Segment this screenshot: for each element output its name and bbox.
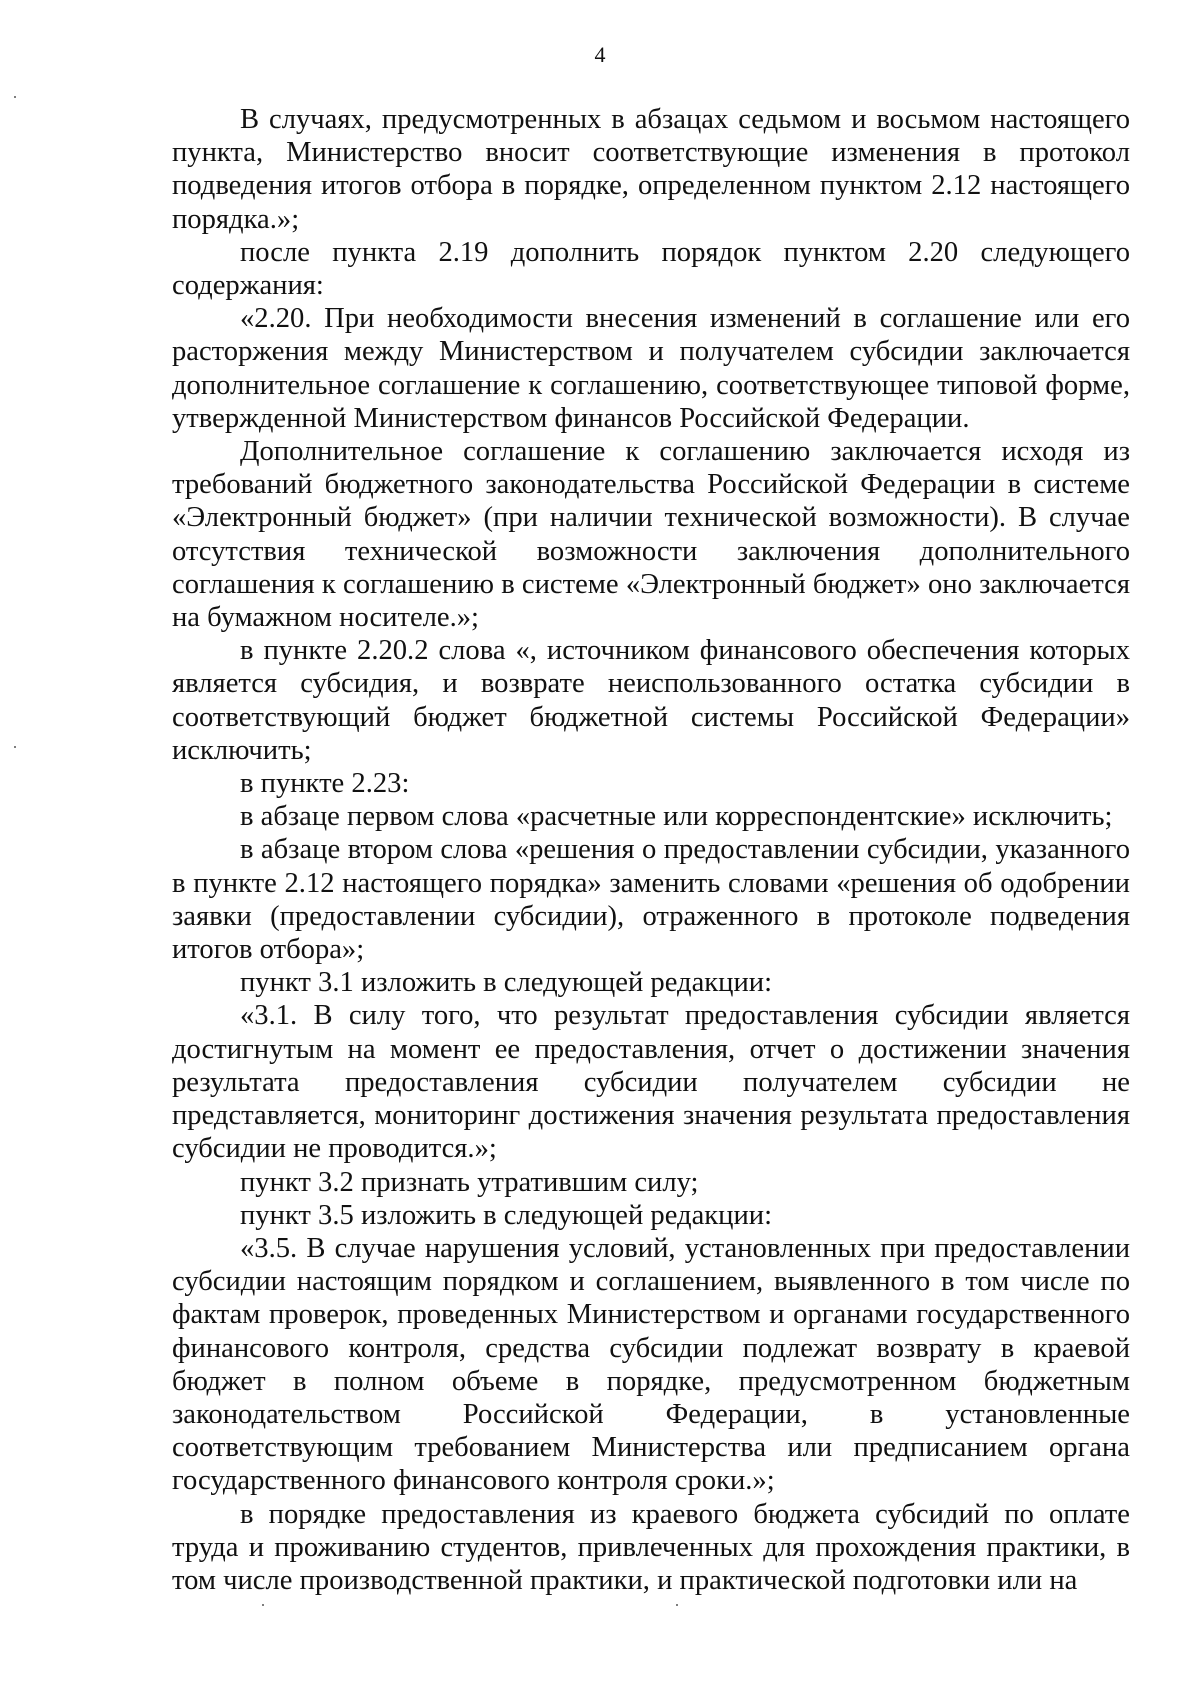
paragraph: «3.1. В силу того, что результат предоставления субсидии является достигнутым на момент ее предоставления, отчет о достижении значения результата предоставления субсидии получателем субсидии не представляется, мониторинг достижения значения результата предоставления субсидии не проводится.»;	[172, 1000, 1130, 1165]
paragraph: «2.20. При необходимости внесения изменений в соглашение или его расторжения между Министерством и получателем субсидии заключается дополнительное соглашение к соглашению, соответствующее типовой форме, утвержденной Министерством финансов Российской Федерации.	[172, 303, 1130, 434]
document-body	[172, 103, 1130, 1597]
scan-speck	[676, 1604, 678, 1606]
paragraph: пункт 3.5 изложить в следующей редакции:	[240, 1199, 773, 1231]
scan-speck	[14, 96, 16, 98]
paragraph: пункт 3.2 признать утратившим силу;	[240, 1166, 699, 1198]
paragraph: Дополнительное соглашение к соглашению заключается исходя из требований бюджетного законодательства Российской Федерации в системе «Электронный бюджет» (при наличии технической возможности). В случае отсутствия технической возможности заключения дополнительного соглашения к соглашению в системе «Электронный бюджет» оно заключается на бумажном носителе.»;	[172, 436, 1130, 634]
paragraph: «3.5. В случае нарушения условий, установленных при предоставлении субсидии настоящим порядком и соглашением, выявленного в том числе по фактам проверок, проведенных Министерством и органами государственного финансового контроля, средства субсидии подлежат возврату в краевой бюджет в полном объеме в порядке, предусмотренном бюджетным законодательством Российской Федерации, в установленные соответствующим требованием Министерства или предписанием органа государственного финансового контроля сроки.»;	[172, 1232, 1130, 1497]
paragraph: в абзаце первом слова «расчетные или корреспондентские» исключить;	[240, 801, 1113, 833]
scan-speck	[262, 1604, 264, 1606]
paragraph: В случаях, предусмотренных в абзацах седьмом и восьмом настоящего пункта, Министерство вносит соответствующие изменения в протокол подведения итогов отбора в порядке, определенном пунктом 2.12 настоящего порядка.»;	[172, 104, 1130, 235]
paragraph: в порядке предоставления из краевого бюджета субсидий по оплате труда и проживанию студентов, привлеченных для прохождения практики, в том числе производственной практики, и практической подготовки или на	[172, 1498, 1130, 1596]
scan-speck	[14, 746, 16, 748]
paragraph: в пункте 2.20.2 слова «, источником финансового обеспечения которых является субсидия, и возврате неиспользованного остатка субсидии в соответствующий бюджет бюджетной системы Российской Федерации» исключить;	[172, 635, 1130, 766]
page-number: 4	[594, 42, 606, 67]
paragraph: в абзаце втором слова «решения о предоставлении субсидии, указанного в пункте 2.12 настоящего порядка» заменить словами «решения об одобрении заявки (предоставлении субсидии), отраженного в протоколе подведения итогов отбора»;	[172, 834, 1130, 966]
paragraph: пункт 3.1 изложить в следующей редакции:	[240, 967, 773, 999]
paragraph: после пункта 2.19 дополнить порядок пунктом 2.20 следующего содержания:	[172, 236, 1130, 302]
paragraph: в пункте 2.23:	[240, 768, 410, 800]
